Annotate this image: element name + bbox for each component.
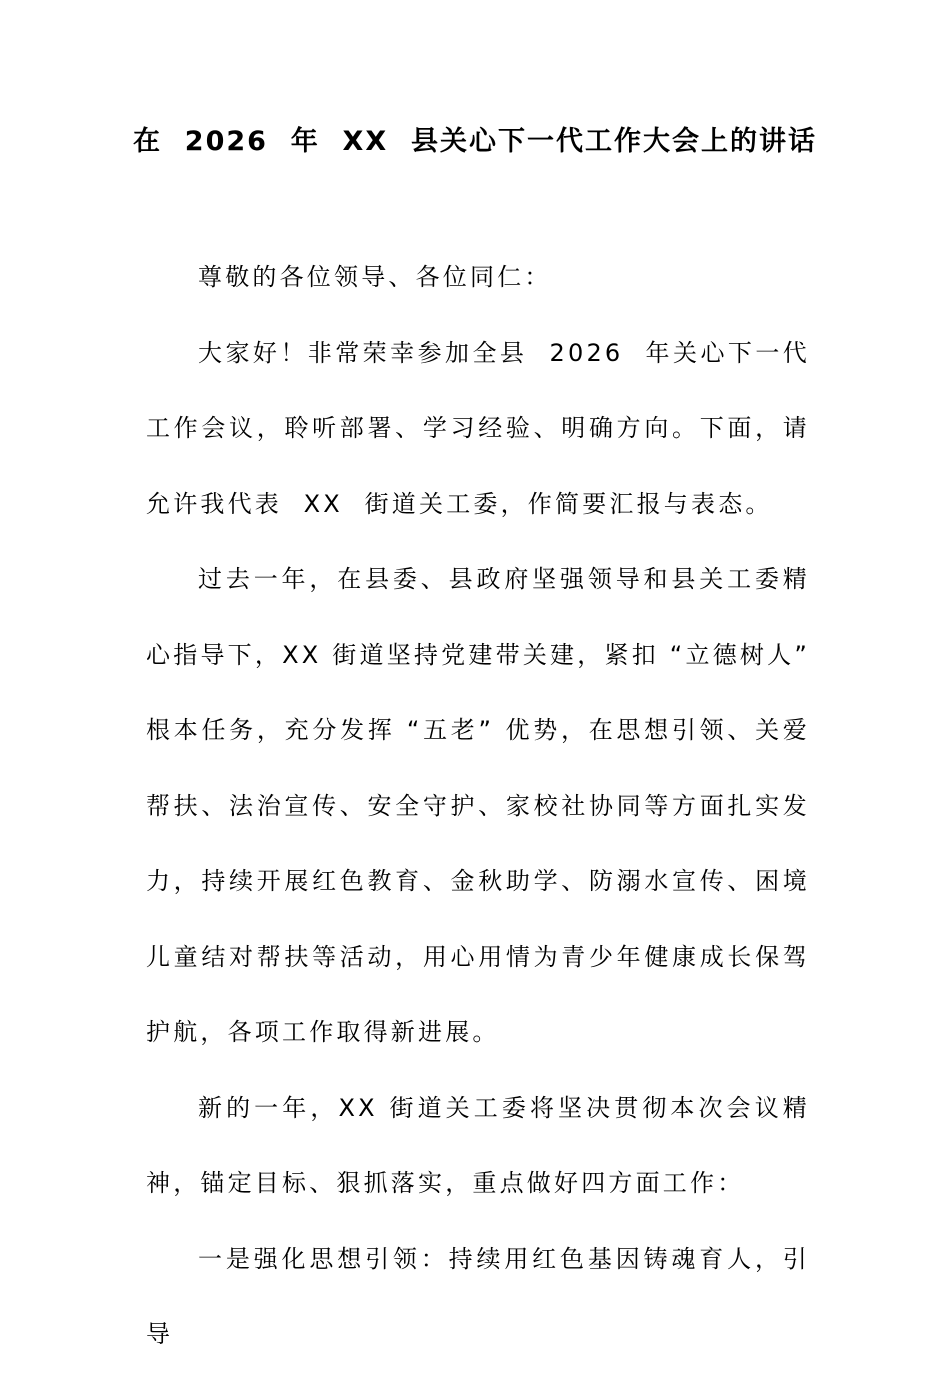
- paragraph-plan-item-1: 一是强化思想引领：持续用红色基因铸魂育人，引导: [146, 1244, 810, 1348]
- document-body: [146, 240, 821, 1373]
- paragraph-greeting: 大家好！非常荣幸参加全县 2026 年关心下一代工作会议，聆听部署、学习经验、明确方向。下面，请允许我代表 XX 街道关工委，作简要汇报与表态。: [146, 338, 810, 518]
- paragraph-review: 过去一年，在县委、县政府坚强领导和县关工委精心指导下，XX 街道坚持党建带关建，紧扣 “立德树人” 根本任务，充分发挥 “五老” 优势，在思想引领、关爱帮扶、法治宣传、安全守护、家校社协同等方面扎实发力，持续开展红色教育、金秋助学、防溺水宣传、困境儿童结对帮扶等活动，用心用情为青少年健康成长保驾护航，各项工作取得新进展。: [146, 565, 821, 1046]
- paragraph-plan-intro: 新的一年，XX 街道关工委将坚决贯彻本次会议精神，锚定目标、狠抓落实，重点做好四方面工作：: [146, 1093, 810, 1197]
- document-title: 在 2026 年 XX 县关心下一代工作大会上的讲话: [133, 126, 817, 157]
- paragraph-salutation: 尊敬的各位领导、各位同仁：: [198, 263, 552, 291]
